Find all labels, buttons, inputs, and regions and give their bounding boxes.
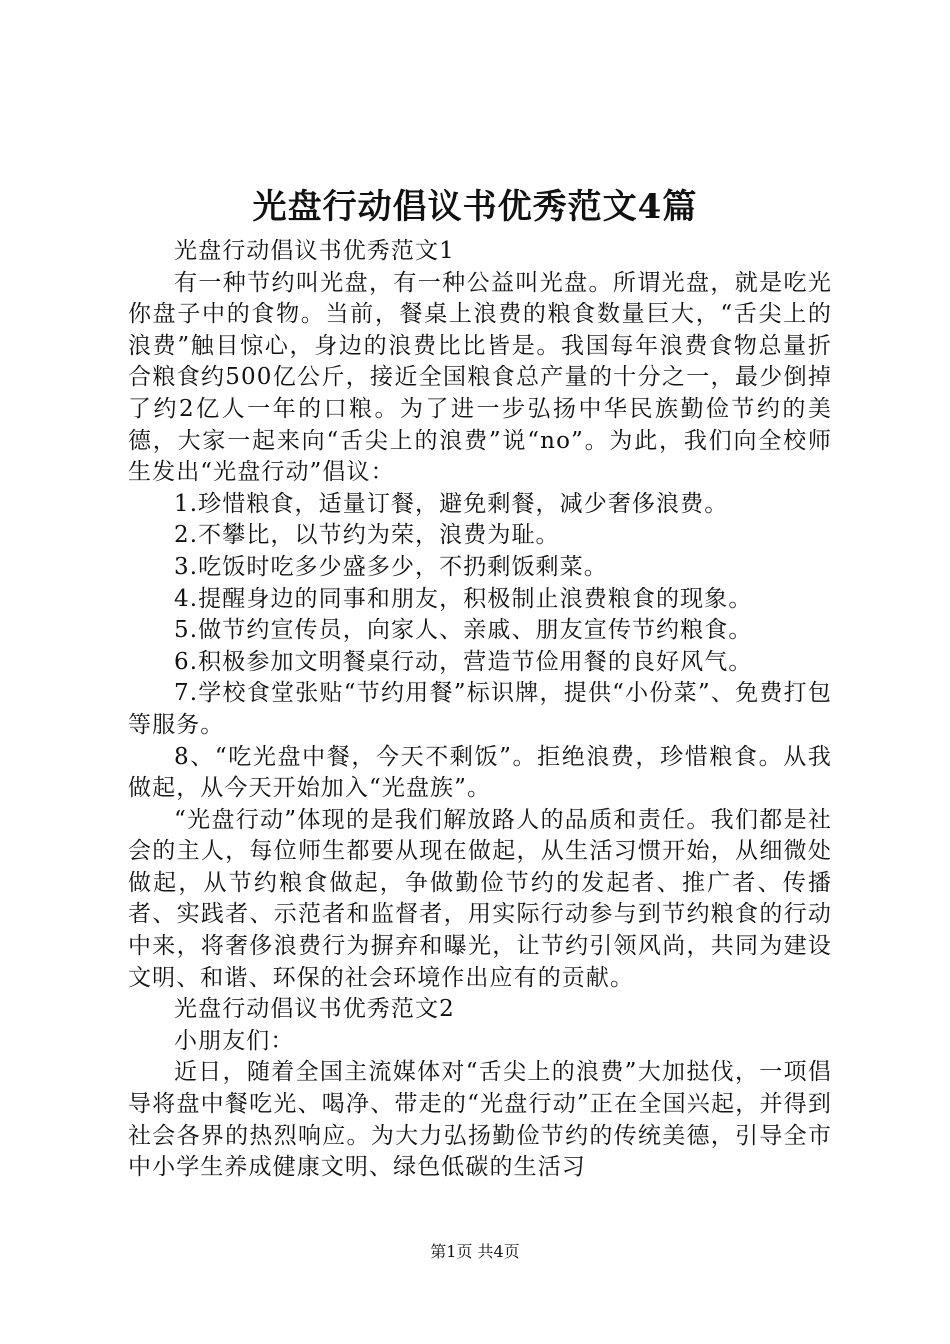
list-item: 6.积极参加文明餐桌行动，营造节俭用餐的良好风气。: [174, 648, 753, 675]
list-item: 4.提醒身边的同事和朋友，积极制止浪费粮食的现象。: [174, 585, 753, 612]
page-number-footer: 第1页 共4页: [430, 1242, 520, 1261]
list-item: 7.学校食堂张贴“节约用餐”标识牌，提供“小份菜”、免费打包等服务。: [128, 680, 832, 738]
list-item: 1.珍惜粮食，适量订餐，避免剩餐，减少奢侈浪费。: [174, 490, 729, 517]
section-heading: 光盘行动倡议书优秀范文1: [174, 238, 455, 264]
body-paragraph: “光盘行动”体现的是我们解放路人的品质和责任。我们都是社会的主人，每位师生都要从现在做起，从生活习惯开始，从细微处做起，从节约粮食做起，争做勤俭节约的发起者、推广者、传播者、实践者、示范者和监督者，用实际行动参与到节约粮食的行动中来，将奢侈浪费行为摒弃和曝光，让节约引领风尚，共同为建设文明、和谐、环保的社会环境作出应有的贡献。: [128, 806, 832, 991]
document-body: [128, 236, 832, 1184]
list-item: 8、“吃光盘中餐，今天不剩饭”。拒绝浪费，珍惜粮食。从我做起，从今天开始加入“光盘族”。: [128, 743, 832, 802]
list-item: 5.做节约宣传员，向家人、亲戚、朋友宣传节约粮食。: [174, 617, 753, 644]
list-item: 2.不攀比，以节约为荣，浪费为耻。: [174, 522, 560, 549]
body-paragraph: 有一种节约叫光盘，有一种公益叫光盘。所谓光盘，就是吃光你盘子中的食物。当前，餐桌上浪费的粮食数量巨大，“舌尖上的浪费”触目惊心，身边的浪费比比皆是。我国每年浪费食物总量折合粮食约500亿公斤，接近全国粮食总产量的十分之一，最少倒掉了约2亿人一年的口粮。为了进一步弘扬中华民族勤俭节约的美德，大家一起来向“舌尖上的浪费”说“no”。为此，我们向全校师生发出“光盘行动”倡议：: [128, 269, 832, 486]
section-heading: 光盘行动倡议书优秀范文2: [174, 996, 455, 1023]
body-paragraph: 近日，随着全国主流媒体对“舌尖上的浪费”大加挞伐，一项倡导将盘中餐吃光、喝净、带走的“光盘行动”正在全国兴起，并得到社会各界的热烈响应。为大力弘扬勤俭节约的传统美德，引导全市中小学生养成健康文明、绿色低碳的生活习: [128, 1059, 832, 1181]
salutation: 小朋友们：: [174, 1027, 295, 1054]
document-title: 光盘行动倡议书优秀范文4篇: [252, 187, 698, 227]
list-item: 3.吃饭时吃多少盛多少，不扔剩饭剩菜。: [174, 553, 608, 580]
